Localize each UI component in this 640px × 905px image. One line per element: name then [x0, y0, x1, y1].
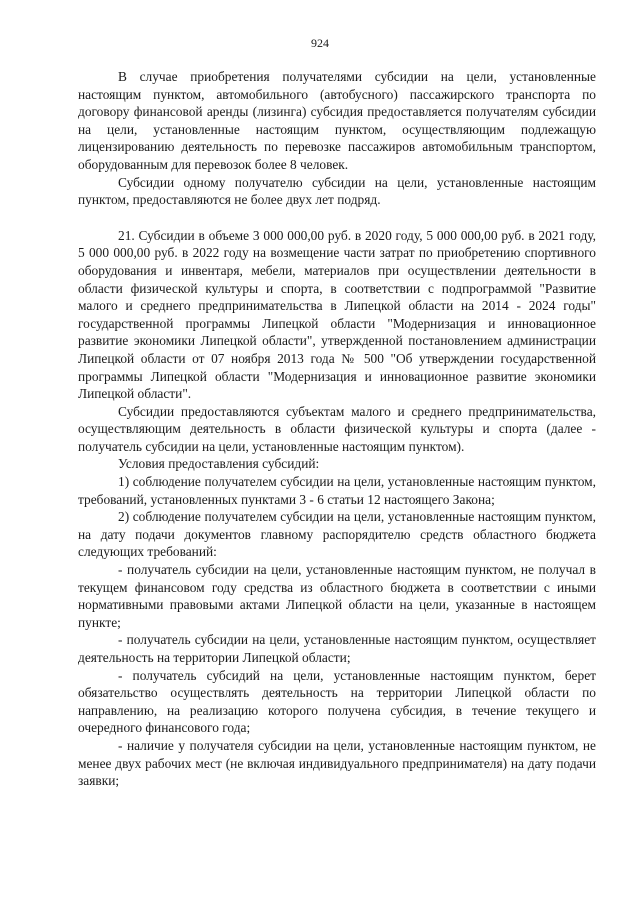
paragraph-requirement-obligation: - получатель субсидий на цели, установленные настоящим пунктом, берет обязательство осуществлять деятельность на территории Липецкой области по направлению, на реализацию которого получена субсидия, в течение текущего и очередного финансового года; [78, 667, 596, 736]
page-number: 924 [311, 36, 329, 50]
paragraph-recipients: Субсидии предоставляются субъектам малого и среднего предпринимательства, осуществляющим деятельность в области физической культуры и спорта (далее - получатель субсидии на цели, установленные настоящим пунктом). [78, 403, 596, 454]
paragraph-condition-1: 1) соблюдение получателем субсидии на цели, установленные настоящим пунктом, требований, установленных пунктами 3 - 6 статьи 12 настоящего Закона; [78, 474, 596, 507]
paragraph-requirement-workplaces: - наличие у получателя субсидии на цели, установленные настоящим пунктом, не менее двух рабочих мест (не включая индивидуального предпринимателя) на дату подачи заявки; [78, 737, 596, 789]
paragraph-subsidy-limit: Субсидии одному получателю субсидии на цели, установленные настоящим пунктом, предоставляются не более двух лет подряд. [78, 174, 596, 208]
paragraph-conditions-heading: Условия предоставления субсидий: [118, 456, 320, 472]
paragraph-clause-21: 21. Субсидии в объеме 3 000 000,00 руб. в 2020 году, 5 000 000,00 руб. в 2021 году, 5 000 000,00 руб. в 2022 году на возмещение части затрат по приобретению спортивного оборудования и инвентаря, мебели, материалов при осуществлении деятельности в области физической культуры и спорта, в соответствии с подпрограммой "Развитие малого и среднего предпринимательства в Липецкой области на 2014 - 2024 годы" государственной программы Липецкой области "Модернизация и инновационное развитие экономики Липецкой области", утвержденной постановлением администрации Липецкой области от 07 ноября 2013 года № 500 "Об утверждении государственной программы Липецкой области "Модернизация и инновационное развитие экономики Липецкой области". [78, 227, 596, 402]
paragraph-condition-2: 2) соблюдение получателем субсидии на цели, установленные настоящим пунктом, на дату подачи документов главному распорядителю средств областного бюджета следующих требований: [78, 509, 596, 560]
paragraph-leasing-transport: В случае приобретения получателями субсидии на цели, установленные настоящим пунктом, автомобильного (автобусного) пассажирского транспорта по договору финансовой аренды (лизинга) субсидия предоставляется получателям субсидии на цели, установленные настоящим пунктом, осуществляющим подлежащую лицензированию деятельность по перевозке пассажиров автомобильным транспортом, оборудованным для перевозок более 8 человек. [78, 69, 596, 172]
document-body [78, 68, 596, 790]
paragraph-requirement-territory: - получатель субсидии на цели, установленные настоящим пунктом, осуществляет деятельность на территории Липецкой области; [78, 632, 596, 665]
paragraph-requirement-no-other-funds: - получатель субсидии на цели, установленные настоящим пунктом, не получал в текущем финансовом году средства из областного бюджета в соответствии с иными нормативными правовыми актами Липецкой области на цели, указанные в настоящем пункте; [78, 562, 596, 630]
